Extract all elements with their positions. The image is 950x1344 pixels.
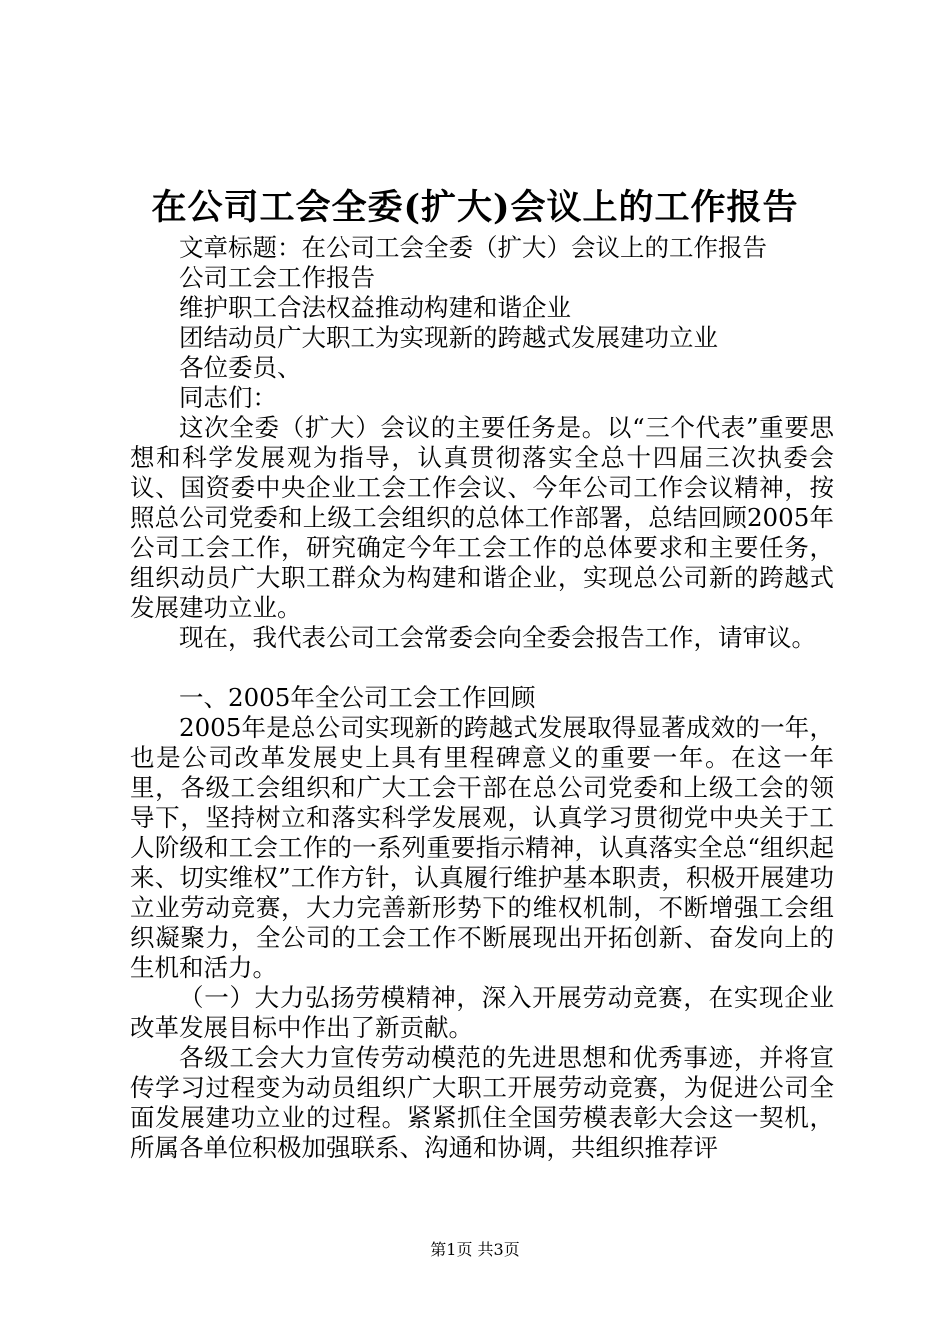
paragraph-salutation-1: 各位委员、: [179, 353, 302, 382]
paragraph-subtitle-1: 维护职工合法权益推动构建和谐企业: [179, 293, 571, 322]
paragraph-report-intro: 现在，我代表公司工会常委会向全委会报告工作，请审议。: [179, 623, 816, 652]
paragraph-salutation-2: 同志们：: [179, 383, 277, 412]
paragraph-article-title: 文章标题：在公司工会全委（扩大）会议上的工作报告: [179, 233, 767, 262]
document-body: [130, 233, 834, 1163]
paragraph-subtitle-2: 团结动员广大职工为实现新的跨越式发展建功立业: [179, 323, 718, 352]
blank-line: [130, 653, 834, 683]
section-heading-review: 一、2005年全公司工会工作回顾: [179, 683, 536, 712]
subsection-heading-1: （一）大力弘扬劳模精神，深入开展劳动竞赛，在实现企业改革发展目标中作出了新贡献。: [130, 983, 834, 1042]
paragraph-2005-review: 2005年是总公司实现新的跨越式发展取得显著成效的一年，也是公司改革发展史上具有里程碑意义的重要一年。在这一年里，各级工会组织和广大工会干部在总公司党委和上级工会的领导下，坚持树立和落实科学发展观，认真学习贯彻党中央关于工人阶级和工会工作的一系列重要指示精神，认真落实全总“组织起来、切实维权”工作方针，认真履行维护基本职责，积极开展建功立业劳动竞赛，大力完善新形势下的维权机制，不断增强工会组织凝聚力，全公司的工会工作不断展现出开拓创新、奋发向上的生机和活力。: [130, 713, 834, 982]
paragraph-meeting-tasks: 这次全委（扩大）会议的主要任务是。以“三个代表”重要思想和科学发展观为指导，认真贯彻落实全总十四届三次执委会议、国资委中央企业工会工作会议、今年公司工作会议精神，按照总公司党委和上级工会组织的总体工作部署，总结回顾2005年公司工会工作，研究确定今年工会工作的总体要求和主要任务，组织动员广大职工群众为构建和谐企业，实现总公司新的跨越式发展建功立业。: [130, 413, 834, 622]
document-title: 在公司工会全委(扩大)会议上的工作报告: [151, 187, 799, 228]
paragraph-model-workers: 各级工会大力宣传劳动模范的先进思想和优秀事迹，并将宣传学习过程变为动员组织广大职工开展劳动竞赛，为促进公司全面发展建功立业的过程。紧紧抓住全国劳模表彰大会这一契机，所属各单位积极加强联系、沟通和协调，共组织推荐评: [130, 1043, 834, 1162]
paragraph-report-name: 公司工会工作报告: [179, 263, 375, 292]
page-number-footer: 第1页 共3页: [430, 1240, 520, 1259]
